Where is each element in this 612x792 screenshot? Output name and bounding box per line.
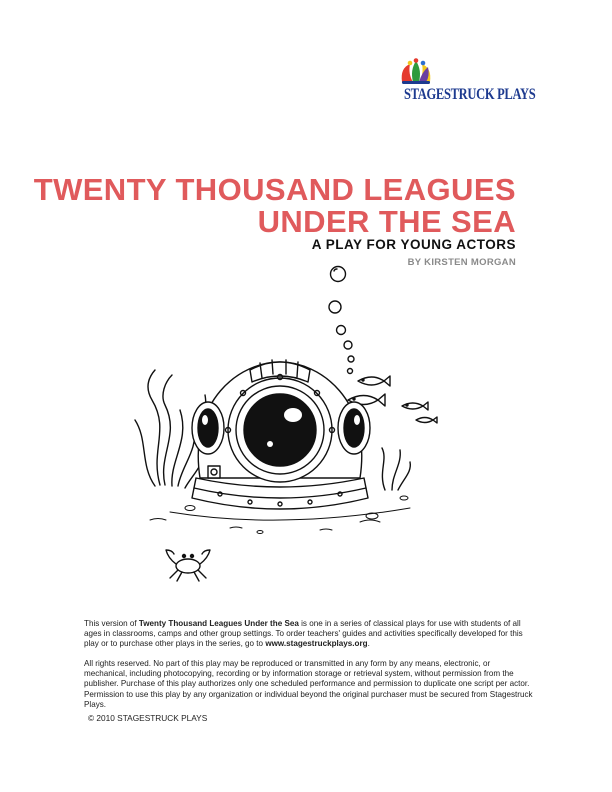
publisher-logo bbox=[396, 58, 536, 103]
intro-suffix: . bbox=[367, 639, 370, 649]
title-line-2: UNDER THE SEA bbox=[257, 204, 516, 239]
intro-prefix: This version of bbox=[84, 619, 139, 628]
play-name: Twenty Thousand Leagues Under the Sea bbox=[138, 619, 299, 628]
intro-middle: is one in a series of classical plays for use with students of all ages in classrooms, camps and other group settings. To order teachers' guides and activities specifically developed for this play or to purchase other plays in the series, go to bbox=[84, 619, 523, 649]
logo-text: STAGESTRUCK PLAYS bbox=[404, 85, 536, 103]
website-link[interactable]: www.stagestruckplays.org bbox=[265, 639, 368, 649]
crab bbox=[166, 550, 210, 581]
subtitle: A PLAY FOR YOUNG ACTORS bbox=[311, 237, 516, 252]
seaweed-right bbox=[382, 448, 410, 490]
title-line-1: TWENTY THOUSAND LEAGUES bbox=[33, 172, 516, 207]
diving-helmet-illustration bbox=[110, 250, 450, 600]
rights-paragraph: All rights reserved. No part of this play may be reproduced or transmitted in any form by any means, electronic, or mechanical, including photocopying, recording or by information storage or retrieval system, without permission from the publisher. Purchase of this play authorizes only one scheduled performance and permission to duplicate one script per actor. Permission to use this play by any organization or individual beyond the original purchaser must be secured from Stagestruck Plays. bbox=[84, 659, 533, 709]
intro-paragraph bbox=[84, 619, 534, 650]
diving-helmet bbox=[192, 360, 370, 509]
jester-hat-icon bbox=[396, 58, 436, 88]
author-byline: BY KIRSTEN MORGAN bbox=[407, 257, 516, 268]
copyright-notice: © 2010 STAGESTRUCK PLAYS bbox=[88, 713, 208, 723]
bubbles bbox=[329, 267, 354, 374]
